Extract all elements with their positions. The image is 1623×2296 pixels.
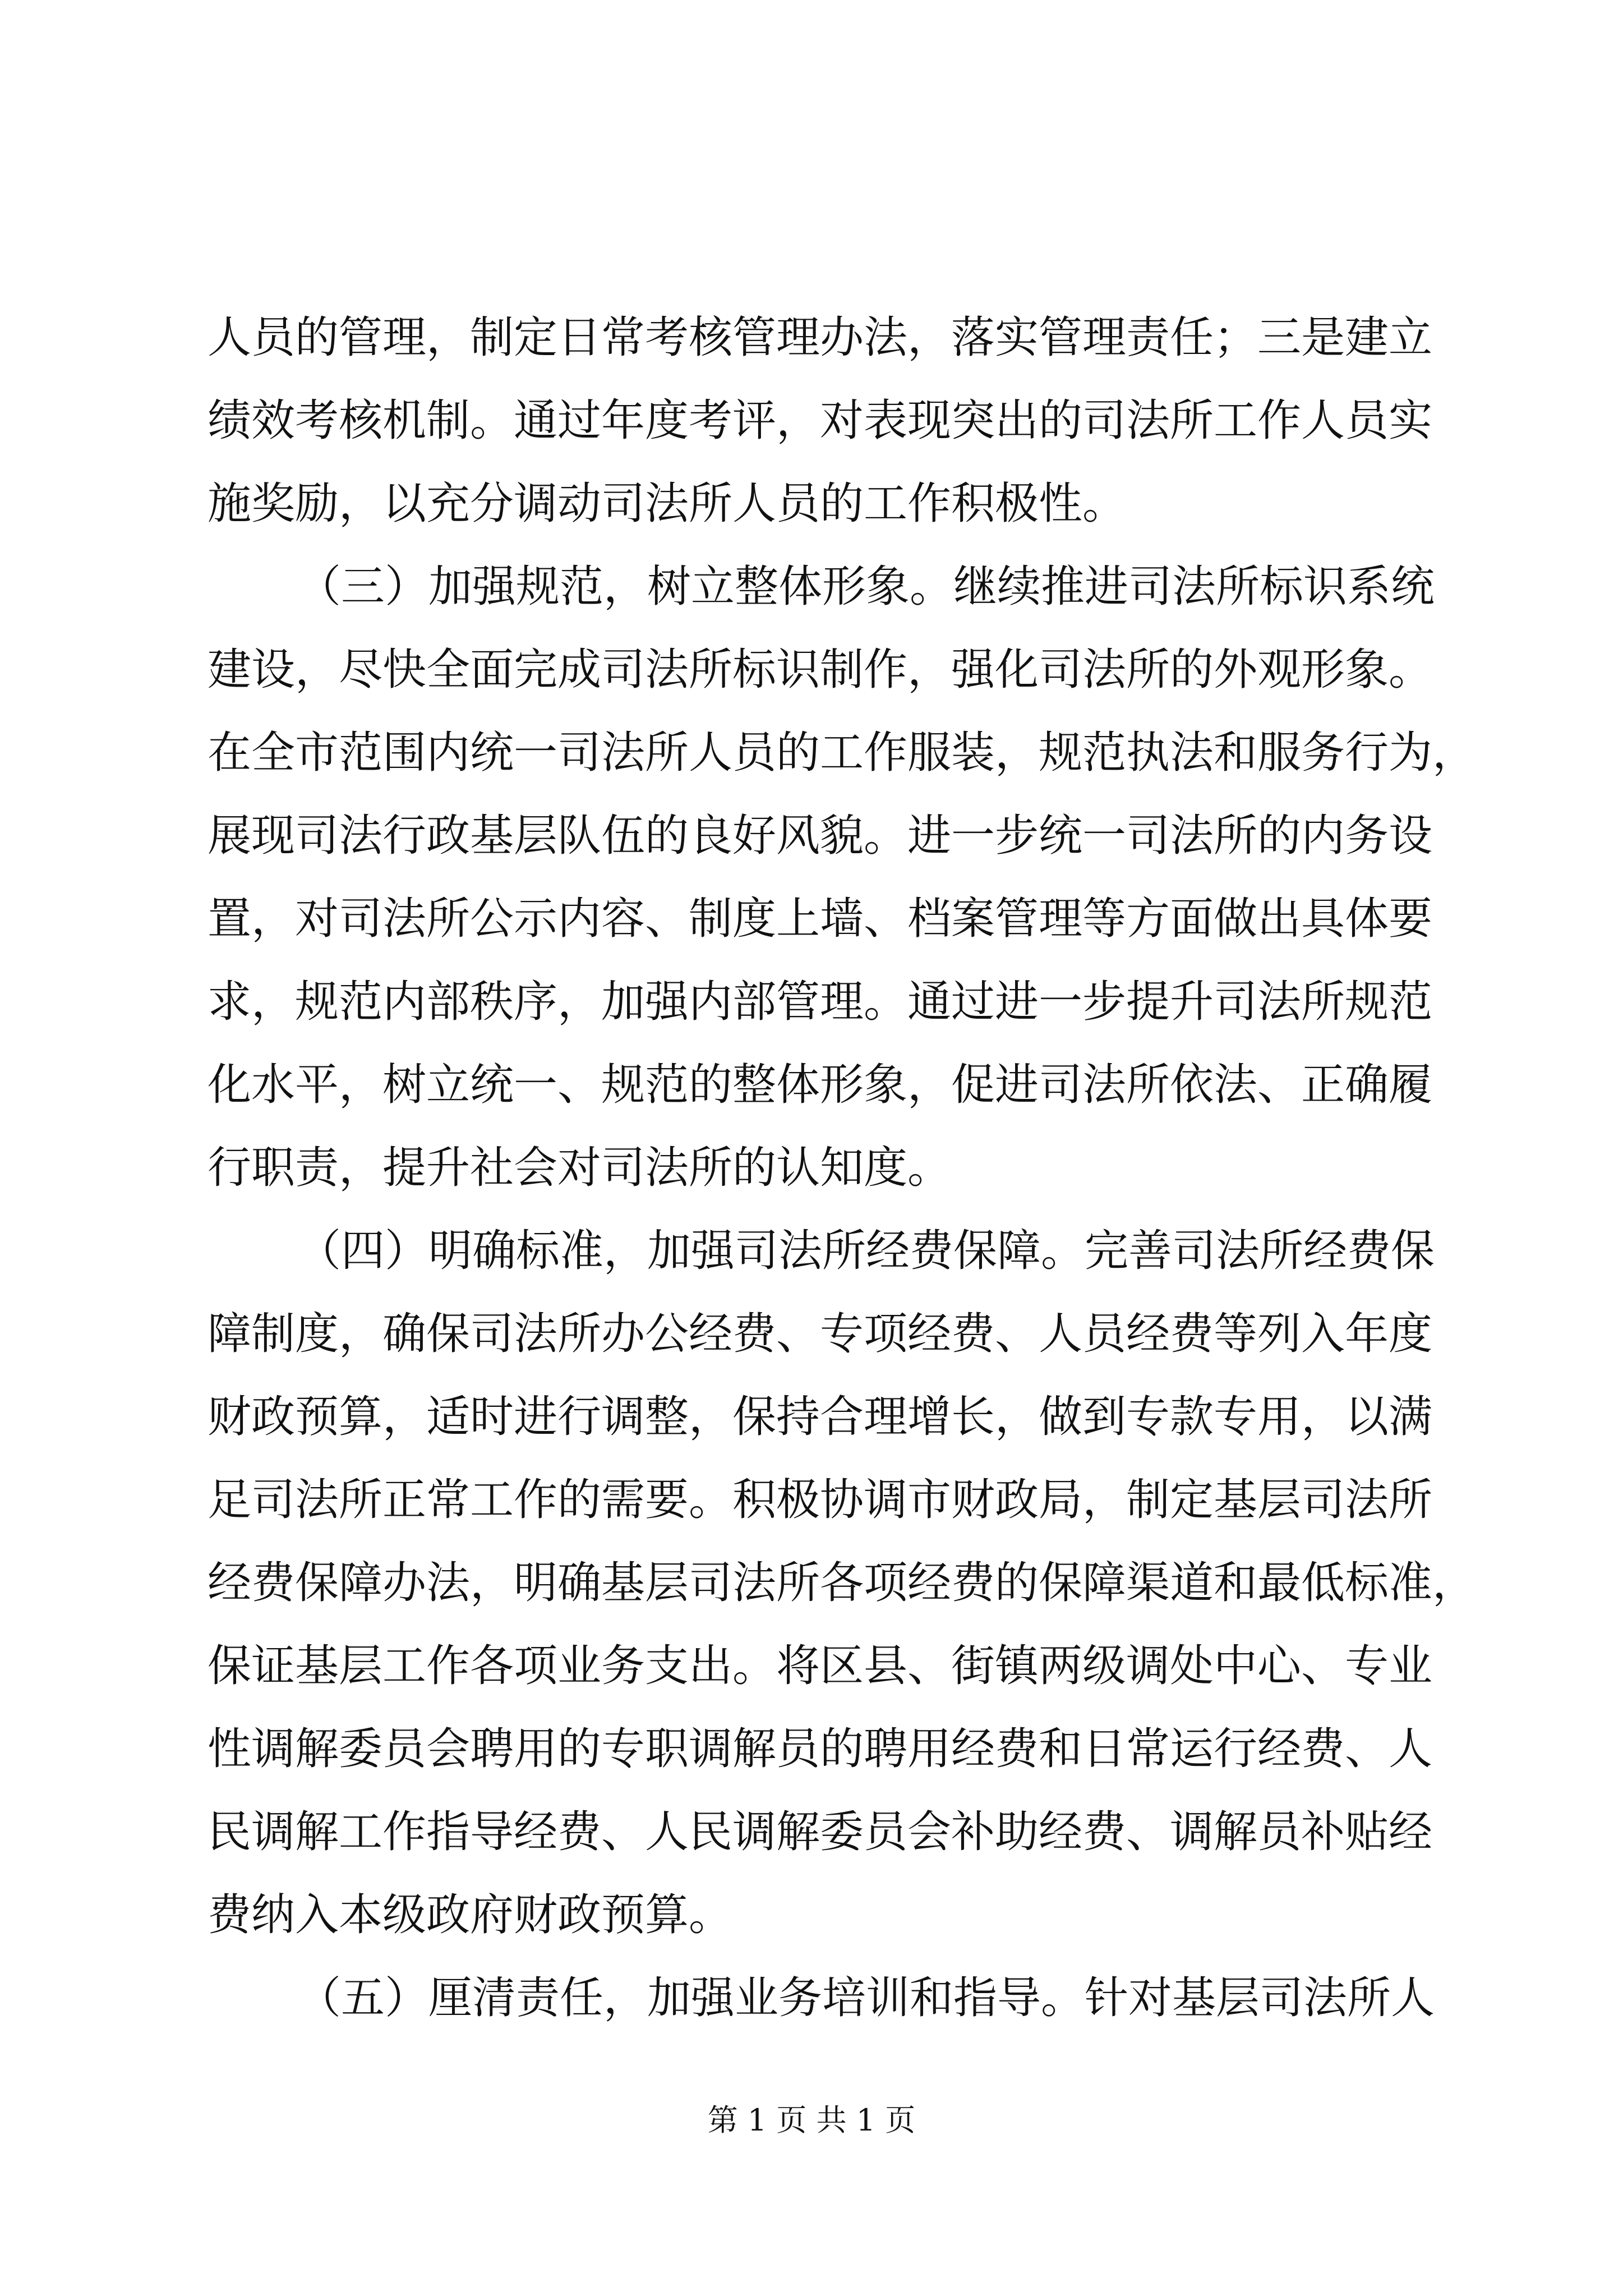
text-line: 展现司法行政基层队伍的良好风貌。进一步统一司法所的内务设 xyxy=(208,811,1433,861)
page-number-footer: 第 1 页 共 1 页 xyxy=(707,2102,916,2138)
text-line: 化水平，树立统一、规范的整体形象，促进司法所依法、正确履 xyxy=(208,1060,1433,1110)
text-line: 在全市范围内统一司法所人员的工作服装，规范执法和服务行为， xyxy=(208,728,1477,778)
text-line: 置，对司法所公示内容、制度上墙、档案管理等方面做出具体要 xyxy=(208,894,1433,944)
text-line: 求，规范内部秩序，加强内部管理。通过进一步提升司法所规范 xyxy=(208,977,1433,1027)
text-line: 费纳入本级政府财政预算。 xyxy=(208,1890,733,1940)
text-line: 保证基层工作各项业务支出。将区县、街镇两级调处中心、专业 xyxy=(208,1641,1433,1691)
text-line: 经费保障办法，明确基层司法所各项经费的保障渠道和最低标准， xyxy=(208,1558,1477,1608)
text-line: 民调解工作指导经费、人民调解委员会补助经费、调解员补贴经 xyxy=(208,1807,1433,1857)
text-line: 性调解委员会聘用的专职调解员的聘用经费和日常运行经费、人 xyxy=(208,1724,1433,1774)
section-heading-line: （四）明确标准，加强司法所经费保障。完善司法所经费保 xyxy=(297,1226,1435,1276)
text-line: 施奖励，以充分调动司法所人员的工作积极性。 xyxy=(208,478,1127,529)
text-line: 足司法所正常工作的需要。积极协调市财政局，制定基层司法所 xyxy=(208,1475,1433,1525)
text-line: 障制度，确保司法所办公经费、专项经费、人员经费等列入年度 xyxy=(208,1309,1433,1359)
text-line: 人员的管理，制定日常考核管理办法，落实管理责任；三是建立 xyxy=(208,312,1433,363)
text-line: 行职责，提升社会对司法所的认知度。 xyxy=(208,1143,952,1193)
text-line: 财政预算，适时进行调整，保持合理增长，做到专款专用，以满 xyxy=(208,1392,1433,1442)
text-line: 绩效考核机制。通过年度考评，对表现突出的司法所工作人员实 xyxy=(208,395,1433,446)
document-body xyxy=(208,296,1477,2040)
section-heading-line: （五）厘清责任，加强业务培训和指导。针对基层司法所人 xyxy=(297,1973,1435,2023)
text-line: 建设，尽快全面完成司法所标识制作，强化司法所的外观形象。 xyxy=(208,645,1433,695)
section-heading-line: （三）加强规范，树立整体形象。继续推进司法所标识系统 xyxy=(297,562,1435,612)
